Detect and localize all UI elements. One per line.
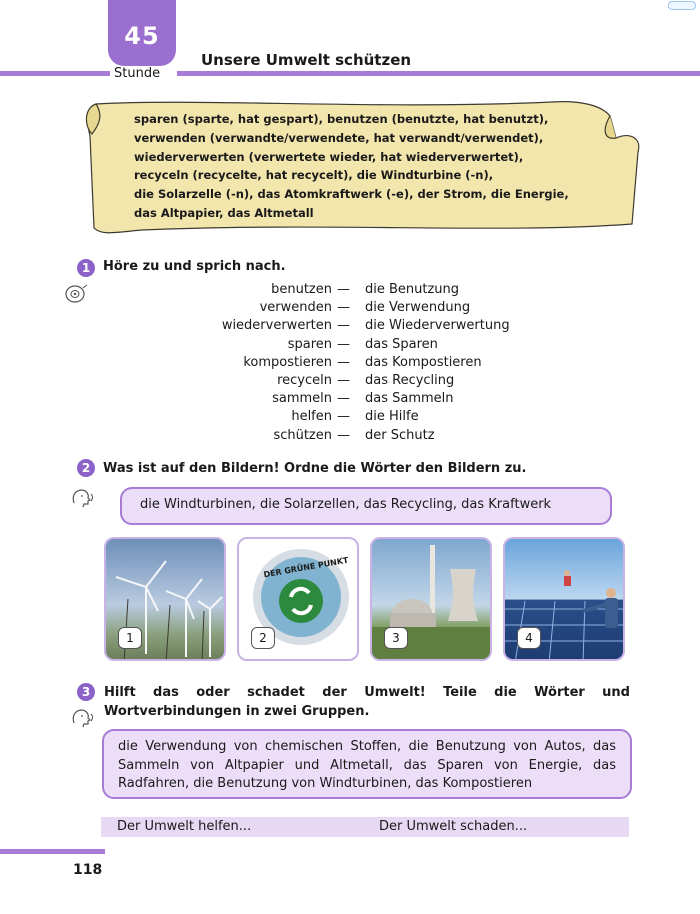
phrase-bank-box [102,729,632,799]
page-number: 118 [73,862,103,878]
pair-dash: — [337,282,350,297]
word-pair [190,408,550,426]
pair-verb: verwenden [259,300,332,316]
word-bank-box [120,487,612,525]
pair-noun: die Wiederverwertung [365,318,510,334]
word-pair [190,372,550,390]
photo-solar-panels [503,537,625,661]
pair-dash: — [337,336,350,352]
vocabulary-line: recyceln (recycelte, hat recycelt), die Windturbine (-n), [134,168,494,183]
group-helpful-label: Der Umwelt helfen... [117,819,252,834]
pair-noun: das Sammeln [365,391,454,407]
photo-power-plant [370,537,492,661]
vocabulary-line: verwenden (verwandte/verwendete, hat verwandt/verwendet), [134,130,544,145]
vocabulary-line: das Altpapier, das Altmetall [134,205,314,220]
exercise-1-title: Höre zu und sprich nach. [103,259,286,274]
pair-dash: — [337,409,350,425]
green-dot-logo-text: DER GRÜNE PUNKT [262,555,350,580]
photo-green-dot [237,537,359,661]
exercise-1-number: 1 [77,259,95,277]
pair-verb: benutzen [271,282,332,297]
photo-label: 2 [251,627,275,649]
word-pairs-list [190,281,550,445]
pair-verb: helfen [291,409,332,425]
vocabulary-text [134,110,634,223]
word-pair [190,354,550,372]
pair-verb: schützen [273,427,332,443]
photo-label: 4 [517,627,541,649]
word-bank-text: die Windturbinen, die Solarzellen, das Recycling, das Kraftwerk [140,497,552,512]
publisher-logo-icon [668,1,696,10]
pair-dash: — [337,300,350,316]
exercise-3-number: 3 [77,683,95,701]
pair-dash: — [337,372,350,388]
pair-dash: — [337,427,350,443]
groups-bar [101,817,629,837]
photo-label: 1 [118,627,142,649]
header-rule-left [0,71,110,76]
page-title: Unsere Umwelt schützen [201,51,412,69]
pair-verb: sparen [287,336,332,352]
vocabulary-line: wiederverwerten (verwertete wieder, hat wiederverwertet), [134,149,524,164]
pair-dash: — [337,391,350,407]
group-harmful-label: Der Umwelt schaden... [379,819,528,834]
word-pair [190,281,550,299]
word-pair [190,336,550,354]
photo-label: 3 [384,627,408,649]
pair-verb: sammeln [272,391,332,407]
exercise-2-number: 2 [77,459,95,477]
speaking-head-icon [70,487,94,509]
pair-noun: die Benutzung [365,282,460,297]
word-pair [190,299,550,317]
word-pair [190,317,550,335]
pair-dash: — [337,354,350,370]
exercise-3-title: Hilft das oder schadet der Umwelt! Teile die Wörter und Wortverbindungen in zwei Gruppen. [104,685,630,719]
pair-noun: das Kompostieren [365,354,482,370]
pair-verb: recyceln [277,372,332,388]
vocabulary-line: sparen (sparte, hat gespart), benutzen (benutzte, hat benutzt), [134,112,549,126]
pair-noun: die Hilfe [365,409,419,425]
cd-audio-icon [64,282,88,304]
pair-noun: die Verwendung [365,300,471,316]
photo-wind-turbines [104,537,226,661]
pair-verb: kompostieren [243,354,332,370]
phrase-bank-text: die Verwendung von chemischen Stoffen, die Benutzung von Autos, das Sammeln von Altpapier und Altmetall, das Sparen von Energie, das Radfahren, die Benutzung von Windturbinen, das Kompostieren [118,739,616,791]
pair-dash: — [337,318,350,334]
exercise-2-title: Was ist auf den Bildern! Ordne die Wörter den Bildern zu. [103,461,527,476]
header-rule-right [177,71,700,76]
speaking-head-icon [70,707,94,729]
pair-noun: das Sparen [365,336,438,352]
vocabulary-line: die Solarzelle (-n), das Atomkraftwerk (-e), der Strom, die Energie, [134,187,569,202]
pair-noun: das Recycling [365,372,455,388]
pair-noun: der Schutz [365,427,435,443]
pair-verb: wiederverwerten [221,318,332,334]
lesson-tab [108,0,176,66]
footer-rule [0,849,105,854]
word-pair [190,390,550,408]
word-pair [190,427,550,445]
lesson-label: Stunde [114,66,161,81]
lesson-number: 45 [124,22,160,50]
